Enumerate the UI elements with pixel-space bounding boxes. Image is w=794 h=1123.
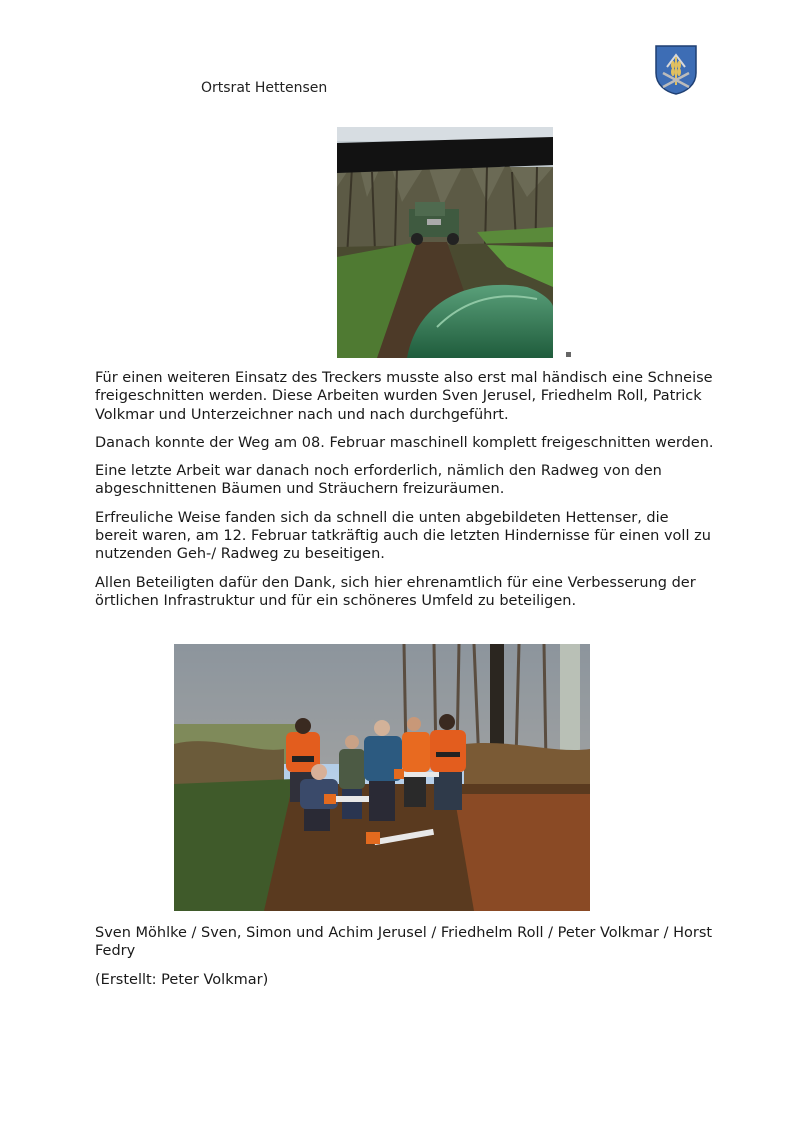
body-text	[95, 369, 715, 620]
image-anchor-mark	[566, 352, 571, 357]
paragraph: Erfreuliche Weise fanden sich da schnell die unten abgebildeten Hettenser, die bereit waren, am 12. Februar tatkräftig auch die letzten Hindernisse für einen voll zu nutzenden Geh-/ Radweg zu beseitigen.	[95, 509, 711, 563]
caption-names: Sven Möhlke / Sven, Simon und Achim Jerusel / Friedhelm Roll / Peter Volkmar / Horst Fedry	[95, 925, 713, 960]
volunteers-group-photo	[174, 644, 590, 911]
paragraph: Danach konnte der Weg am 08. Februar maschinell komplett freigeschnitten werden.	[95, 434, 714, 451]
caption-author: (Erstellt: Peter Volkmar)	[95, 971, 269, 988]
tractor-photo	[337, 127, 553, 358]
paragraph: Eine letzte Arbeit war danach noch erforderlich, nämlich den Radweg von den abgeschnittenen Bäumen und Sträuchern freizuräumen.	[95, 463, 662, 498]
coat-of-arms-icon	[655, 45, 697, 95]
paragraph: Allen Beteiligten dafür den Dank, sich hier ehrenamtlich für eine Verbesserung der örtlichen Infrastruktur und für ein schöneres Umfeld zu beteiligen.	[95, 574, 696, 609]
paragraph: Für einen weiteren Einsatz des Treckers musste also erst mal händisch eine Schneise freigeschnitten werden. Diese Arbeiten wurden Sven Jerusel, Friedhelm Roll, Patrick Volkmar und Unterzeichner nach und nach durchgeführt.	[95, 370, 713, 423]
page-title: Ortsrat Hettensen	[201, 80, 328, 96]
caption	[95, 924, 715, 999]
